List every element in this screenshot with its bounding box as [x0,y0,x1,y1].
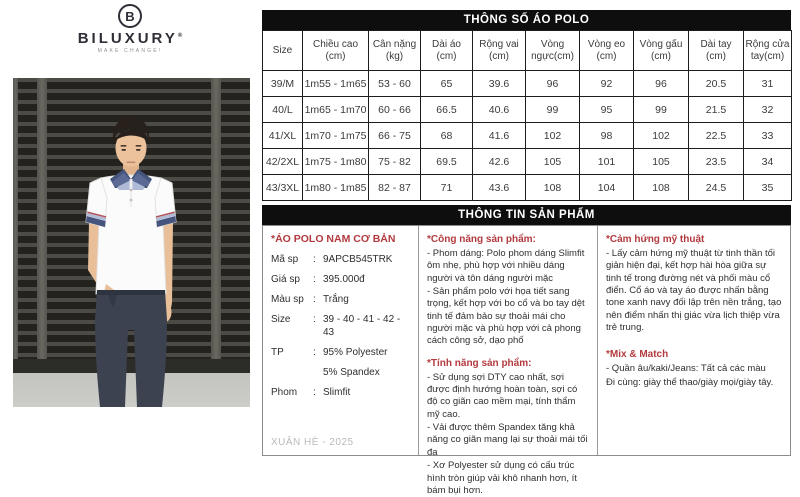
field-value: 395.000đ [323,273,365,285]
cell: 40/L [263,97,303,123]
section-cam-hung [606,233,782,334]
cell: 75 - 82 [369,149,421,175]
product-info-box [262,225,791,496]
cell: 105 [526,149,580,175]
cell: 82 - 87 [369,175,421,201]
cell: 99 [526,97,580,123]
bullet: - Sử dụng sợi DTY cao nhất, sợi được định hướng hoàn toàn, sợi có độ co giãn cao mềm mại, tính thẩm mỹ cao. [427,371,578,420]
size-spec-table [262,30,792,201]
product-name-heading: *ÁO POLO NAM CƠ BẢN [271,233,396,245]
col-header-waist: Vòng eo (cm) [580,31,634,71]
field-value: 95% Polyester [323,346,388,358]
cell: 1m65 - 1m70 [303,97,369,123]
cell: 1m80 - 1m85 [303,175,369,201]
brand-tagline: MAKE CHANGE! [97,48,163,54]
bullet: - Vải được thêm Spandex tăng khả năng co giãn mang lại sự thoải mái tối đa [427,422,588,458]
cell: 41.6 [473,123,526,149]
section-heading: *Tính năng sản phẩm: [427,357,532,369]
bullet: - Quần âu/kaki/Jeans: Tất cả các màu [606,363,766,375]
col-header-weight: Cân nặng (kg) [369,31,421,71]
section-mix-match [606,348,782,389]
cell: 96 [526,71,580,97]
cell: 32 [744,97,792,123]
field-label [271,366,313,379]
model-illustration [13,78,250,407]
table-row [263,123,792,149]
product-info-title: THÔNG TIN SẢN PHẨM [458,209,595,221]
features-column [419,226,598,496]
col-header-height: Chiều cao (cm) [303,31,369,71]
table-row [263,97,792,123]
cell: 108 [634,175,689,201]
field-price: Giá sp : 395.000đ [271,273,410,286]
field-label: Size [271,313,291,325]
cell: 66 - 75 [369,123,421,149]
cell: 69.5 [421,149,473,175]
field-label: Giá sp [271,273,300,285]
bullet: Đi cùng: giày thể thao/giày mọi/giày tây. [606,376,774,388]
section-tinh-nang [427,357,589,497]
cell: 102 [526,123,580,149]
cell: 23.5 [689,149,744,175]
styling-column [598,226,790,455]
cell: 24.5 [689,175,744,201]
field-label: TP [271,346,284,358]
cell: 42/2XL [263,149,303,175]
cell: 34 [744,149,792,175]
field-material: TP : 95% Polyester [271,346,410,359]
table-row [263,149,792,175]
registered-mark: ® [177,33,183,39]
cell: 98 [580,123,634,149]
model-photo [13,78,250,407]
cell: 39.6 [473,71,526,97]
cell: 41/XL [263,123,303,149]
cell: 66.5 [421,97,473,123]
field-value: Slimfit [323,386,351,398]
field-sku: Mã sp : 9APCB545TRK [271,253,410,266]
bullet: - Lấy cảm hứng mỹ thuật từ tinh thần tối giản hiện đại, kết hợp hài hòa giữa sự tinh tế trong đường nét và phối màu cổ điển. Cổ áo và tay áo được nhấn bằng tone xanh navy đối lập trên nền trắng, tạo nên điểm nhấn thị giác vừa lịch thiệp vừa trẻ trung. [606,248,782,334]
brand-logo [70,4,190,54]
col-header-shirt-length: Dài áo (cm) [421,31,473,71]
bullet: - Xơ Polyester sử dụng có cấu trúc hình tròn giúp vải khô nhanh hơn, ít bám bụi hơn. [427,460,577,496]
cell: 1m70 - 1m75 [303,123,369,149]
field-value: 5% Spandex [323,366,380,378]
cell: 101 [580,149,634,175]
field-value: 9APCB545TRK [323,253,393,265]
cell: 99 [634,97,689,123]
col-header-size: Size [263,31,303,71]
product-summary-column [263,226,419,455]
field-material-2 [271,366,410,379]
bullet: - Sản phẩm polo với họa tiết sang trọng, kết hợp với bo cổ và bo tay dệt tinh tế đảm bảo sự thoải mái cho người mặc và phù hợp với cả phong cách công sở, dạo phố [427,286,585,347]
cell: 1m75 - 1m80 [303,149,369,175]
logo-circle-icon [118,4,142,28]
table-row [263,71,792,97]
field-color: Màu sp : Trắng [271,293,410,306]
cell: 43/3XL [263,175,303,201]
col-header-hem: Vòng gấu (cm) [634,31,689,71]
section-heading: *Cảm hứng mỹ thuật [606,234,705,245]
cell: 35 [744,175,792,201]
cell: 22.5 [689,123,744,149]
cell: 105 [634,149,689,175]
size-table-banner [262,10,791,30]
col-header-cuff: Rộng cửa tay(cm) [744,31,792,71]
section-cong-nang [427,233,589,348]
field-value: Trắng [323,293,349,305]
cell: 71 [421,175,473,201]
brand-name: BILUXURY® [77,30,183,47]
cell: 42.6 [473,149,526,175]
cell: 31 [744,71,792,97]
col-header-shoulder: Rộng vai (cm) [473,31,526,71]
size-table-title: THÔNG SỐ ÁO POLO [463,14,590,26]
field-label: Màu sp [271,293,304,305]
field-value: 39 - 40 - 41 - 42 - 43 [323,313,401,338]
cell: 40.6 [473,97,526,123]
cell: 96 [634,71,689,97]
season-label: XUÂN HÈ - 2025 [271,437,354,448]
cell: 21.5 [689,97,744,123]
cell: 108 [526,175,580,201]
section-heading: *Công năng sản phẩm: [427,234,536,245]
cell: 53 - 60 [369,71,421,97]
cell: 95 [580,97,634,123]
cell: 104 [580,175,634,201]
cell: 39/M [263,71,303,97]
field-label: Mã sp [271,253,299,265]
cell: 92 [580,71,634,97]
product-info-banner [262,205,791,225]
cell: 33 [744,123,792,149]
bullet: - Phom dáng: Polo phom dáng Slimfit ôm nhẹ, phù hợp với nhiều dáng người và tôn dáng người mặc [427,248,585,284]
field-sizes: Size : 39 - 40 - 41 - 42 - 43 [271,313,410,339]
cell: 102 [634,123,689,149]
cell: 1m55 - 1m65 [303,71,369,97]
field-fit: Phom : Slimfit [271,386,410,399]
table-row [263,175,792,201]
cell: 68 [421,123,473,149]
cell: 65 [421,71,473,97]
table-header-row [263,31,792,71]
col-header-sleeve: Dài tay (cm) [689,31,744,71]
field-label: Phom [271,386,298,398]
cell: 60 - 66 [369,97,421,123]
section-heading: *Mix & Match [606,349,669,361]
col-header-chest: Vòng ngực(cm) [526,31,580,71]
cell: 43.6 [473,175,526,201]
cell: 20.5 [689,71,744,97]
logo-letter: B [125,8,135,24]
